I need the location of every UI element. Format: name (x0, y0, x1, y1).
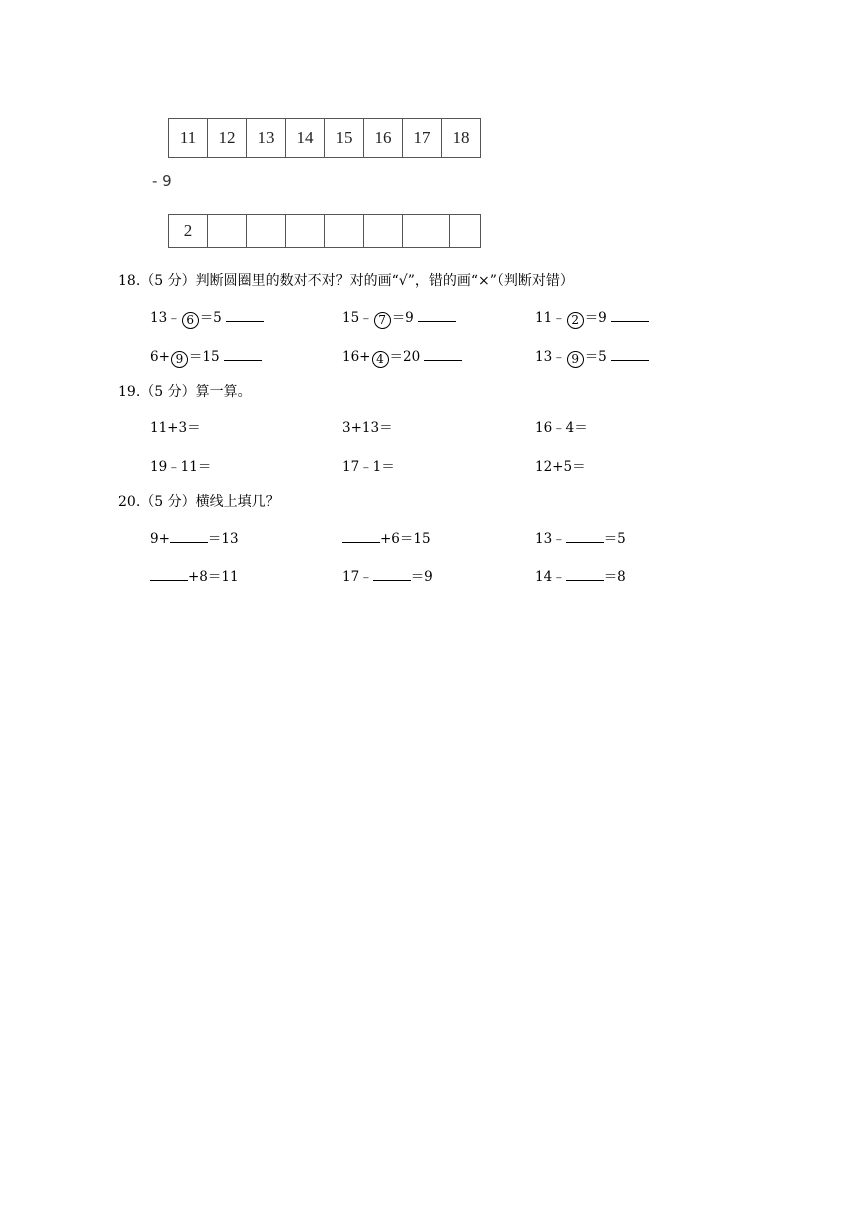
answer-blank[interactable] (170, 530, 208, 543)
judge-item (150, 306, 264, 329)
item-prefix: 14﹣ (535, 569, 566, 585)
item-suffix: ＝5 (199, 310, 222, 326)
calc-item: 12+5＝ (535, 459, 586, 475)
answer-blank[interactable] (566, 530, 604, 543)
judge-item (342, 306, 456, 329)
grid-cell: 18 (442, 119, 481, 158)
answer-cell[interactable]: 2 (169, 215, 208, 248)
answer-blank[interactable] (424, 348, 462, 361)
item-prefix: 16+ (342, 349, 371, 365)
item-prefix: 13﹣ (535, 349, 566, 365)
item-suffix: ＝13 (207, 531, 239, 547)
item-prefix: 9+ (150, 531, 170, 547)
grid-cell: 14 (286, 119, 325, 158)
question-20-title: 20.（5 分）横线上填几？ (118, 494, 280, 510)
answer-blank[interactable] (150, 568, 188, 581)
question-19-title: 19.（5 分）算一算。 (118, 384, 252, 400)
item-prefix: 17﹣ (342, 569, 373, 585)
answer-blank[interactable] (566, 568, 604, 581)
item-suffix: +8＝11 (188, 569, 239, 585)
answer-blank[interactable] (342, 530, 380, 543)
answer-blank[interactable] (224, 348, 262, 361)
circled-number: 9 (567, 351, 584, 368)
answer-grid-bottom (168, 214, 481, 248)
answer-blank[interactable] (418, 309, 456, 322)
judge-item (535, 345, 649, 368)
answer-cell[interactable] (247, 215, 286, 248)
answer-cell[interactable] (403, 215, 450, 248)
item-prefix: 6+ (150, 349, 170, 365)
fill-item (342, 565, 433, 585)
calc-item: 19﹣11＝ (150, 459, 212, 475)
item-prefix: 13﹣ (150, 310, 181, 326)
fill-item (535, 565, 626, 585)
item-suffix: ＝15 (188, 349, 220, 365)
grid-cell: 16 (364, 119, 403, 158)
item-suffix: ＝5 (603, 531, 626, 547)
item-prefix: 11﹣ (535, 310, 566, 326)
answer-cell[interactable] (450, 215, 481, 248)
fill-item (150, 527, 239, 547)
grid-cell: 12 (208, 119, 247, 158)
calc-item: 17﹣1＝ (342, 459, 395, 475)
item-suffix: ＝8 (603, 569, 626, 585)
answer-cell[interactable] (208, 215, 247, 248)
question-18-title: 18.（5 分）判断圆圈里的数对不对？对的画“√”，错的画“×”（判断对错） (118, 273, 574, 289)
circled-number: 7 (374, 312, 391, 329)
item-suffix: ＝5 (584, 349, 607, 365)
calc-item: 11+3＝ (150, 420, 201, 436)
answer-cell[interactable] (325, 215, 364, 248)
answer-blank[interactable] (226, 309, 264, 322)
judge-item (150, 345, 262, 368)
answer-blank[interactable] (373, 568, 411, 581)
circled-number: 9 (171, 351, 188, 368)
calc-item: 16﹣4＝ (535, 420, 588, 436)
number-grid-top (168, 118, 481, 158)
operation-label: - 9 (152, 172, 172, 190)
fill-item (150, 565, 239, 585)
item-suffix: ＝9 (391, 310, 414, 326)
grid-cell: 15 (325, 119, 364, 158)
circled-number: 4 (372, 351, 389, 368)
item-suffix: ＝9 (410, 569, 433, 585)
calc-item: 3+13＝ (342, 420, 393, 436)
grid-cell: 11 (169, 119, 208, 158)
circled-number: 6 (182, 312, 199, 329)
item-prefix: 15﹣ (342, 310, 373, 326)
circled-number: 2 (567, 312, 584, 329)
item-suffix: ＝20 (389, 349, 421, 365)
answer-blank[interactable] (611, 309, 649, 322)
answer-cell[interactable] (286, 215, 325, 248)
item-prefix: 13﹣ (535, 531, 566, 547)
fill-item (342, 527, 431, 547)
judge-item (535, 306, 649, 329)
grid-cell: 17 (403, 119, 442, 158)
answer-blank[interactable] (611, 348, 649, 361)
fill-item (535, 527, 626, 547)
judge-item (342, 345, 462, 368)
answer-cell[interactable] (364, 215, 403, 248)
grid-cell: 13 (247, 119, 286, 158)
item-suffix: ＝9 (584, 310, 607, 326)
item-suffix: +6＝15 (380, 531, 431, 547)
